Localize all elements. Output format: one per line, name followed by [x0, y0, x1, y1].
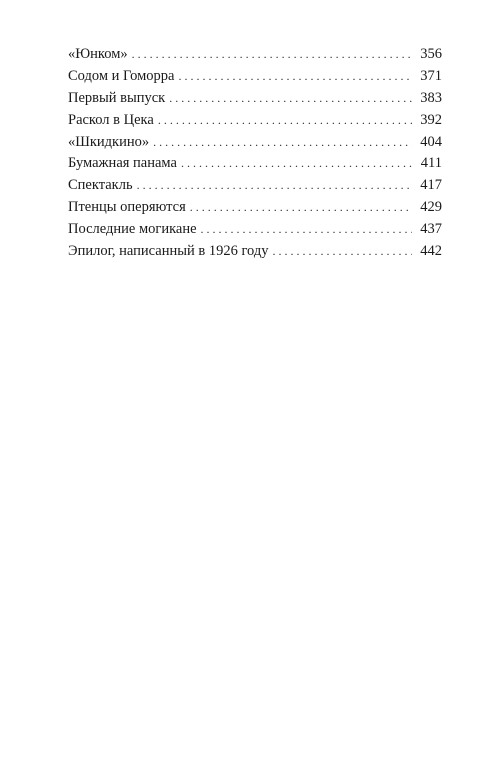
toc-entry	[68, 241, 442, 263]
toc-entry	[68, 132, 442, 154]
toc-dot-leader	[273, 241, 412, 263]
toc-entry	[68, 88, 442, 110]
toc-entry-title: Содом и Гоморра	[68, 67, 175, 84]
toc-dot-leader	[178, 66, 412, 88]
toc-entry-title: Раскол в Цека	[68, 111, 154, 128]
toc-entry-title: Эпилог, написанный в 1926 году	[68, 243, 269, 260]
toc-entry-page: 371	[420, 67, 442, 84]
toc-entry-title: Последние могикане	[68, 221, 197, 238]
toc-entry-page: 417	[420, 177, 442, 194]
toc-entry-title: Первый выпуск	[68, 89, 166, 106]
toc-entry-title: Птенцы оперяются	[68, 199, 186, 216]
toc-entry-title: Спектакль	[68, 177, 133, 194]
toc-dot-leader	[153, 132, 412, 154]
toc-dot-leader	[137, 175, 412, 197]
toc-entry	[68, 44, 442, 66]
toc-entry	[68, 219, 442, 241]
toc-dot-leader	[181, 153, 412, 175]
toc-entry-page: 356	[420, 46, 442, 62]
toc-entry-page: 392	[420, 111, 442, 128]
toc-entry	[68, 175, 442, 197]
table-of-contents	[68, 44, 442, 263]
toc-entry-title: «Юнком»	[68, 46, 128, 62]
toc-entry	[68, 66, 442, 88]
toc-dot-leader	[201, 219, 412, 241]
toc-dot-leader	[169, 88, 412, 110]
toc-entry-title: «Шкидкино»	[68, 133, 150, 150]
toc-entry-page: 429	[420, 199, 442, 216]
toc-entry-page: 437	[420, 221, 442, 238]
toc-dot-leader	[158, 110, 412, 132]
toc-entry-title: Бумажная панама	[68, 155, 177, 172]
toc-entry	[68, 153, 442, 175]
toc-entry-page: 383	[420, 89, 442, 106]
toc-entry-page: 442	[420, 243, 442, 260]
toc-dot-leader	[190, 197, 412, 219]
toc-entry-page: 404	[420, 133, 442, 150]
toc-entry	[68, 110, 442, 132]
toc-dot-leader	[132, 44, 412, 66]
toc-entry-page: 411	[420, 155, 442, 172]
toc-entry	[68, 197, 442, 219]
